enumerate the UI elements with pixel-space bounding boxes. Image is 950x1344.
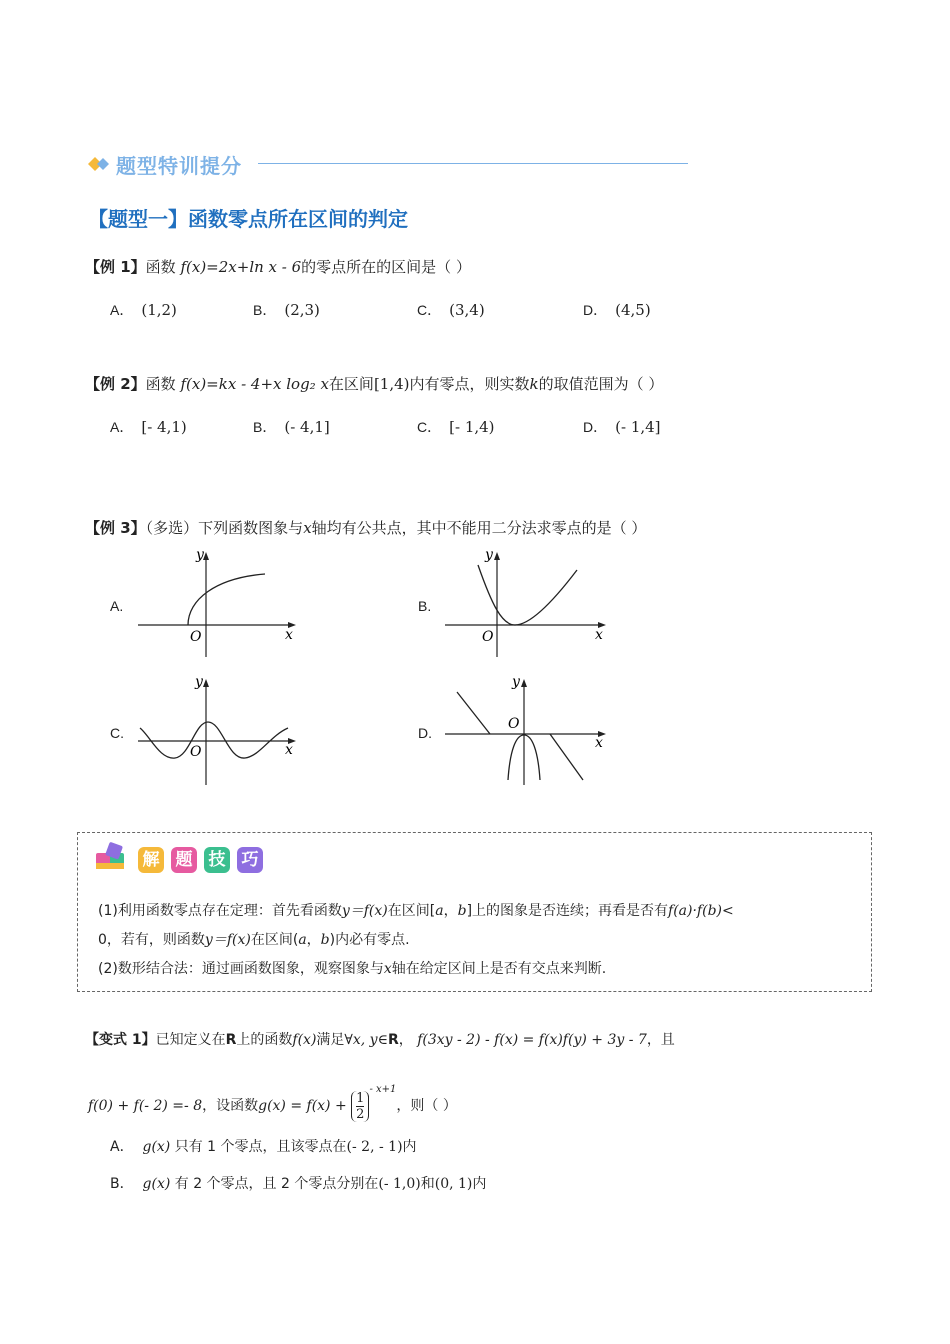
y-label: y: [196, 547, 204, 563]
variation-1-question-cont: f(0) + f(- 2) =- 8，设函数g(x) = f(x) + $\frac{1}{2}$ $^{- x+1}$，则（ ）: [88, 1084, 457, 1122]
tips-badge: 技: [204, 847, 230, 873]
graph-c-label[interactable]: C.: [110, 725, 124, 741]
graph-b: [440, 545, 615, 660]
puzzle-icon: [94, 839, 134, 875]
y-label: y: [512, 674, 520, 690]
function-expression: f(x)=kx - 4+x log₂ x: [180, 375, 329, 393]
y-label: y: [195, 674, 203, 690]
graph-a: [130, 545, 305, 660]
example-3-question: 【例 3】（多选）下列函数图象与x轴均有公共点，其中不能用二分法求零点的是（ ）: [85, 519, 647, 537]
y-axis-arrow-icon: [521, 679, 527, 687]
option-b[interactable]: B． (- 4,1]: [253, 418, 330, 436]
example-2-question: 【例 2】函数 f(x)=kx - 4+x log₂ x在区间[1,4)内有零点，则实数k的取值范围为（ ）: [85, 375, 664, 393]
tip-line-2: 0，若有，则函数y＝f(x)在区间(a，b)内必有零点.: [98, 932, 410, 948]
function-curve: [140, 722, 288, 758]
option-a[interactable]: A． [- 4,1): [110, 418, 187, 436]
tips-badge: 题: [171, 847, 197, 873]
tip-line-1: (1)利用函数零点存在定理：首先看函数y＝f(x)在区间[a，b]上的图象是否连续；再看是否有f(a)·f(b)<: [98, 903, 734, 919]
fraction: $\frac{1}{2}$: [351, 1091, 369, 1122]
function-expression: f(x)=2x+ln x - 6: [180, 258, 302, 276]
section-banner: [88, 150, 688, 180]
graph-b-label[interactable]: B.: [418, 598, 432, 614]
origin-label: O: [190, 629, 202, 645]
functional-equation: f(3xy - 2) - f(x) = f(x)f(y) + 3y - 7: [417, 1032, 647, 1048]
example-tag: 【例 2】: [85, 375, 146, 393]
left-line-segment: [457, 692, 490, 734]
section-title: 题型特训提分: [116, 154, 242, 178]
graph-a-label[interactable]: A.: [110, 598, 124, 614]
origin-label: O: [482, 629, 494, 645]
variation-1-question: 【变式 1】已知定义在R上的函数f(x)满足∀x, y∈R， f(3xy - 2) - f(x) = f(x)f(y) + 3y - 7，且: [85, 1032, 675, 1048]
variation-option-a[interactable]: A． g(x) 只有 1 个零点，且该零点在(- 2, - 1)内: [110, 1139, 417, 1155]
variation-tag: 【变式 1】: [85, 1032, 156, 1048]
variation-option-b[interactable]: B． g(x) 有 2 个零点，且 2 个零点分别在(- 1,0)和(0, 1)内: [110, 1176, 487, 1192]
example-tag: 【例 3】: [85, 519, 146, 537]
graph-d: [440, 670, 615, 788]
y-axis-arrow-icon: [203, 679, 209, 687]
example-1-question: 【例 1】函数 f(x)=2x+ln x - 6的零点所在的区间是（ ）: [85, 258, 471, 276]
option-d[interactable]: D． (4,5): [583, 301, 651, 319]
option-a[interactable]: A． (1,2): [110, 301, 177, 319]
tips-badge: 解: [138, 847, 164, 873]
function-curve: [188, 574, 265, 625]
tips-badge: 巧: [237, 847, 263, 873]
tips-box: [77, 832, 872, 992]
banner-divider: [258, 163, 688, 164]
origin-label: O: [190, 744, 202, 760]
diamond-arrow-icon: [88, 156, 110, 172]
x-label: x: [595, 627, 603, 643]
option-b[interactable]: B． (2,3): [253, 301, 320, 319]
graph-d-label[interactable]: D.: [418, 725, 432, 741]
function-curve: [478, 565, 577, 625]
option-c[interactable]: C． (3,4): [417, 301, 485, 319]
example-tag: 【例 1】: [85, 258, 146, 276]
option-d[interactable]: D． (- 1,4]: [583, 418, 661, 436]
graph-c: [130, 670, 305, 788]
right-line-segment: [550, 734, 583, 780]
option-c[interactable]: C． [- 1,4): [417, 418, 495, 436]
x-label: x: [285, 627, 293, 643]
y-axis-arrow-icon: [494, 552, 500, 560]
x-label: x: [285, 742, 293, 758]
origin-label: O: [508, 716, 520, 732]
type-heading: 【题型一】函数零点所在区间的判定: [88, 207, 408, 231]
interval: [1,4): [373, 375, 410, 393]
tip-line-3: (2)数形结合法：通过画函数图象，观察图象与x轴在给定区间上是否有交点来判断.: [98, 961, 607, 977]
y-label: y: [485, 547, 493, 563]
x-label: x: [595, 735, 603, 751]
